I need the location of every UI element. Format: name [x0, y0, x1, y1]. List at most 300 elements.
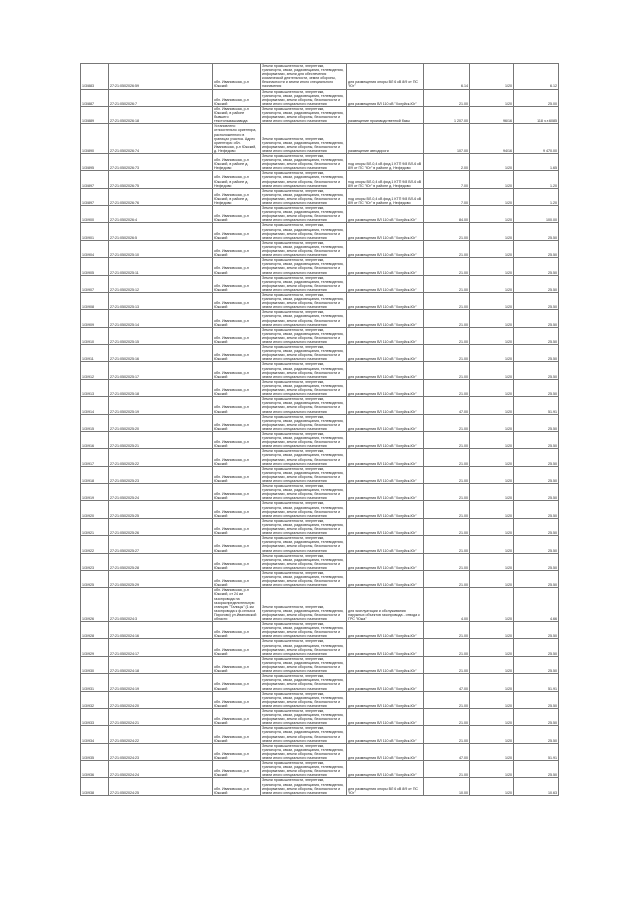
permitted-use-cell: для размещения опоры ВЛ 6 кВ 8/9 от ПС "Юг": [347, 64, 424, 90]
value-cell: 25.50: [514, 258, 559, 275]
land-category-cell: Земли промышленности, энергетики, транспорта, связи, радиовещания, телевидения, информатики, земли обороны, безопасности и земли иного специального назначения: [261, 656, 347, 673]
address-cell: обл. Ивановская, р-н Южский: [213, 362, 261, 379]
table-row: [81, 362, 559, 379]
permitted-use-cell: для размещения ВЛ 110 кВ "Холуйск-Юг": [347, 708, 424, 725]
cadastral-number-cell: 27:21:0502026:59: [109, 64, 213, 90]
area-cell: 7.00: [424, 171, 470, 188]
value-cell: 25.50: [514, 292, 559, 309]
area-cell: 1 207.00: [424, 106, 470, 123]
share-cell: 1/20: [470, 778, 514, 795]
cadastral-number-cell: 27:21:0502026:75: [109, 171, 213, 188]
address-cell: обл. Ивановская, р-н Южский: [213, 292, 261, 309]
permitted-use-cell: для размещения ВЛ 110 кВ "Холуйск-Юг": [347, 89, 424, 106]
table-row: [81, 379, 559, 396]
table-row: [81, 674, 559, 691]
share-cell: 1/20: [470, 622, 514, 639]
value-cell: 25.50: [514, 223, 559, 240]
land-category-cell: Земли промышленности, энергетики, транспорта, связи, радиовещания, телевидения, информатики, земли обороны, безопасности и земли иного специального назначения: [261, 292, 347, 309]
value-cell: 25.50: [514, 708, 559, 725]
share-cell: 1/20: [470, 89, 514, 106]
cadastral-number-cell: 27:21:0502025:12: [109, 275, 213, 292]
record-number-cell: 1/3/905: [81, 258, 109, 275]
permitted-use-cell: для размещения ВЛ 110 кВ "Холуйск-Юг": [347, 484, 424, 501]
permitted-use-cell: под опоры ВЛ-0,4 кВ фид.1 КТП 9/8 ВЛ-6 кВ 8/9 от ПС "Юг" в районе д. Нефедово: [347, 188, 424, 205]
area-cell: 21.00: [424, 89, 470, 106]
cadastral-number-cell: 27:21:0502024:22: [109, 726, 213, 743]
table-row: [81, 64, 559, 90]
address-cell: обл. Ивановская, р-н Южский: [213, 484, 261, 501]
value-cell: 25.50: [514, 553, 559, 570]
area-cell: 21.00: [424, 292, 470, 309]
table-row: [81, 397, 559, 414]
cadastral-number-cell: 27:21:0502026:74: [109, 124, 213, 154]
value-cell: 1.65: [514, 153, 559, 170]
permitted-use-cell: для размещения ВЛ 110 кВ "Холуйск-Юг": [347, 761, 424, 778]
value-cell: 25.50: [514, 345, 559, 362]
address-cell: обл. Ивановская, р-н Южский: [213, 431, 261, 448]
permitted-use-cell: для размещения ВЛ 110 кВ "Холуйск-Юг": [347, 258, 424, 275]
record-number-cell: 1/3/926: [81, 588, 109, 622]
share-cell: 96/16: [470, 106, 514, 123]
share-cell: 1/20: [470, 275, 514, 292]
table-row: [81, 206, 559, 223]
share-cell: 1/20: [470, 639, 514, 656]
area-cell: 4.00: [424, 588, 470, 622]
land-category-cell: Земли промышленности, энергетики, транспорта, связи, радиовещания, телевидения, информатики, земли обороны, безопасности и земли иного специального назначения: [261, 761, 347, 778]
record-number-cell: 1/3/895: [81, 153, 109, 170]
share-cell: 1/20: [470, 656, 514, 673]
area-cell: 21.00: [424, 327, 470, 344]
land-category-cell: Земли промышленности, энергетики, транспорта, связи, радиовещания, телевидения, информатики, земли обороны, безопасности и земли иного специального назначения: [261, 188, 347, 205]
area-cell: 21.00: [424, 536, 470, 553]
land-category-cell: Земли промышленности, энергетики, транспорта, связи, радиовещания, телевидения, информатики, земли обороны, безопасности и земли иного специального назначения: [261, 622, 347, 639]
cadastral-number-cell: 27:21:0502024:21: [109, 708, 213, 725]
land-category-cell: Земли промышленности, энергетики, транспорта, связи, радиовещания, телевидения, информатики, земли обороны, безопасности и земли иного специального назначения: [261, 553, 347, 570]
record-number-cell: 1/3/930: [81, 656, 109, 673]
table-row: [81, 484, 559, 501]
area-cell: 47.00: [424, 397, 470, 414]
land-category-cell: Земли промышленности, энергетики, транспорта, связи, радиовещания, телевидения, информатики, земли обороны, безопасности и земли иного специального назначения: [261, 223, 347, 240]
area-cell: 7.00: [424, 188, 470, 205]
value-cell: 25.50: [514, 275, 559, 292]
cadastral-number-cell: 27:21:0502025:28: [109, 553, 213, 570]
area-cell: 21.00: [424, 726, 470, 743]
land-category-cell: Земли промышленности, энергетики, транспорта, связи, радиовещания, телевидения, информатики, земли обороны, безопасности и земли иного специального назначения: [261, 153, 347, 170]
area-cell: 21.00: [424, 258, 470, 275]
permitted-use-cell: для размещения ВЛ 110 кВ "Холуйск-Юг": [347, 449, 424, 466]
land-category-cell: Земли промышленности, энергетики, транспорта, связи, радиовещания, телевидения, информатики, земли обороны, безопасности и земли иного специального назначения: [261, 708, 347, 725]
table-row: [81, 153, 559, 170]
area-cell: 21.00: [424, 240, 470, 257]
permitted-use-cell: для размещения ВЛ 110 кВ "Холуйск-Юг": [347, 656, 424, 673]
record-number-cell: 1/3/913: [81, 379, 109, 396]
table-row: [81, 553, 559, 570]
record-number-cell: 1/3/921: [81, 518, 109, 535]
permitted-use-cell: для размещения ВЛ 110 кВ "Холуйск-Юг": [347, 310, 424, 327]
land-category-cell: Земли промышленности, энергетики, транспорта, связи, радиовещания, телевидения, информатики, земли обороны, безопасности и земли иного специального назначения: [261, 327, 347, 344]
permitted-use-cell: для размещения ВЛ 110 кВ "Холуйск-Юг": [347, 292, 424, 309]
table-row: [81, 743, 559, 760]
share-cell: 94/16: [470, 124, 514, 154]
land-category-cell: Земли промышленности, энергетики, транспорта, связи, радиовещания, телевидения, информатики, земли обороны, безопасности и земли иного специального назначения: [261, 743, 347, 760]
record-number-cell: 1/3/914: [81, 397, 109, 414]
cadastral-number-cell: 27:21:0502025:25: [109, 501, 213, 518]
land-category-cell: Земли промышленности, энергетики, транспорта, связи, радиовещания, телевидения, информатики, земли обороны, безопасности и земли иного специального назначения: [261, 345, 347, 362]
table-row: [81, 622, 559, 639]
share-cell: 1/20: [470, 188, 514, 205]
cadastral-number-cell: 27:21:0502026:73: [109, 153, 213, 170]
record-number-cell: 1/3/919: [81, 484, 109, 501]
permitted-use-cell: для размещения ВЛ 110 кВ "Холуйск-Юг": [347, 206, 424, 223]
share-cell: 1/20: [470, 501, 514, 518]
value-cell: 25.50: [514, 431, 559, 448]
land-category-cell: Земли промышленности, энергетики, транспорта, связи, радиовещания, телевидения, информатики, земли обороны, безопасности и земли иного специального назначения: [261, 106, 347, 123]
share-cell: 1/20: [470, 345, 514, 362]
address-cell: обл. Ивановская, р-н Южский: [213, 258, 261, 275]
value-cell: 25.50: [514, 362, 559, 379]
cadastral-number-cell: 27:21:0502024:19: [109, 674, 213, 691]
permitted-use-cell: для размещения ВЛ 110 кВ "Холуйск-Юг": [347, 536, 424, 553]
land-category-cell: Земли промышленности, энергетики, транспорта, связи, радиовещания, телевидения, информатики, земли обороны, безопасности и земли иного специального назначения: [261, 379, 347, 396]
table-row: [81, 536, 559, 553]
cadastral-number-cell: 27:21:0502024:17: [109, 639, 213, 656]
land-category-cell: Земли промышленности, энергетики, транспорта, связи, радиовещания, телевидения, информатики, земли обороны, безопасности и земли иного специального назначения: [261, 310, 347, 327]
area-cell: 21.00: [424, 761, 470, 778]
cadastral-number-cell: 27:21:0502025:10: [109, 240, 213, 257]
address-cell: обл. Ивановская, р-н Южский: [213, 275, 261, 292]
land-category-cell: Земли промышленности, энергетики, транспорта, связи, радиовещания, телевидения, информатики, земли обороны, безопасности и земли иного специального назначения: [261, 570, 347, 587]
share-cell: 1/20: [470, 553, 514, 570]
table-row: [81, 327, 559, 344]
permitted-use-cell: для размещения ВЛ 110 кВ "Холуйск-Юг": [347, 691, 424, 708]
address-cell: обл. Ивановская, р-н Южский: [213, 501, 261, 518]
permitted-use-cell: для размещения ВЛ 110 кВ "Холуйск-Юг": [347, 362, 424, 379]
permitted-use-cell: для размещения опоры ВЛ 6 кВ 8/9 от ПС "Юг": [347, 778, 424, 795]
area-cell: 21.00: [424, 449, 470, 466]
address-cell: Установлено относительно ориентира, расположенного в границах участка. Адрес ориентира: обл. Ивановская, р-н Южский, д. Нефедово: [213, 124, 261, 154]
share-cell: 1/20: [470, 761, 514, 778]
table-row: [81, 345, 559, 362]
address-cell: обл. Ивановская, р-н Южский: [213, 743, 261, 760]
permitted-use-cell: под опоры ВЛ-0,4 кВ фид.1 КТП 9/8 ВЛ-6 кВ 8/9 от ПС "Юг" в районе д. Нефедово: [347, 171, 424, 188]
table-row: [81, 431, 559, 448]
value-cell: 25.50: [514, 726, 559, 743]
share-cell: 1/20: [470, 223, 514, 240]
share-cell: 1/20: [470, 449, 514, 466]
table-row: [81, 708, 559, 725]
table-row: [81, 275, 559, 292]
cadastral-number-cell: 27:21:0502024:3: [109, 588, 213, 622]
record-number-cell: 1/3/900: [81, 206, 109, 223]
cadastral-number-cell: 27:21:0502026:4: [109, 206, 213, 223]
table-row: [81, 124, 559, 154]
address-cell: обл. Ивановская, р-н Южский: [213, 708, 261, 725]
record-number-cell: 1/3/931: [81, 674, 109, 691]
area-cell: 21.00: [424, 310, 470, 327]
record-number-cell: 1/3/936: [81, 761, 109, 778]
permitted-use-cell: для размещения ВЛ 110 кВ "Холуйск-Юг": [347, 570, 424, 587]
land-category-cell: Земли промышленности, энергетики, транспорта, связи, радиовещания, телевидения, информатики, земли обороны, безопасности и земли иного специального назначения: [261, 501, 347, 518]
cadastral-number-cell: 27:21:0502025:13: [109, 292, 213, 309]
table-row: [81, 726, 559, 743]
table-row: [81, 761, 559, 778]
land-category-cell: Земли промышленности, энергетики, транспорта, связи, радиовещания, телевидения, информатики, земли обороны, безопасности и земли иного специального назначения: [261, 206, 347, 223]
record-number-cell: 1/3/911: [81, 345, 109, 362]
permitted-use-cell: для эксплуатации и обслуживания наружных объектов газопровода - отвода к ГРС "Южа": [347, 588, 424, 622]
cadastral-number-cell: 27:21:0502025:23: [109, 466, 213, 483]
table-row: [81, 171, 559, 188]
value-cell: 25.50: [514, 639, 559, 656]
permitted-use-cell: для размещения ВЛ 110 кВ "Холуйск-Юг": [347, 223, 424, 240]
value-cell: 10.63: [514, 778, 559, 795]
land-category-cell: Земли промышленности, энергетики, транспорта, связи, радиовещания, телевидения, информатики, земли обороны, безопасности и земли иного специального назначения: [261, 275, 347, 292]
address-cell: обл. Ивановская, р-н Южский, в районе д. Нефедово: [213, 153, 261, 170]
value-cell: 25.50: [514, 691, 559, 708]
value-cell: 6.12: [514, 64, 559, 90]
table-row: [81, 570, 559, 587]
share-cell: 1/20: [470, 708, 514, 725]
table-body: [81, 64, 559, 796]
record-number-cell: 1/3/928: [81, 622, 109, 639]
address-cell: обл. Ивановская, р-н Южский: [213, 536, 261, 553]
table-row: [81, 414, 559, 431]
value-cell: 1.20: [514, 188, 559, 205]
table-row: [81, 778, 559, 795]
record-number-cell: 1/3/938: [81, 778, 109, 795]
value-cell: 25.50: [514, 501, 559, 518]
cadastral-number-cell: 27:21:0502025:29: [109, 570, 213, 587]
share-cell: 1/20: [470, 570, 514, 587]
land-category-cell: Земли промышленности, энергетики, транспорта, связи, радиовещания, телевидения, информатики, земли обороны, безопасности и земли иного специального назначения: [261, 362, 347, 379]
land-category-cell: Земли промышленности, энергетики, транспорта, связи, радиовещания, телевидения, информатики, земли обороны, безопасности и земли иного специального назначения: [261, 484, 347, 501]
area-cell: 47.00: [424, 674, 470, 691]
land-category-cell: Земли промышленности, энергетики, транспорта, связи, радиовещания, телевидения, информатики, земли обороны, безопасности и земли иного специального назначения: [261, 639, 347, 656]
record-number-cell: 1/3/922: [81, 536, 109, 553]
table-row: [81, 691, 559, 708]
table-row: [81, 240, 559, 257]
area-cell: 21.00: [424, 518, 470, 535]
address-cell: обл. Ивановская, р-н Южский: [213, 518, 261, 535]
cadastral-number-cell: 27:21:0502024:18: [109, 656, 213, 673]
record-number-cell: 1/3/887: [81, 89, 109, 106]
land-category-cell: Земли промышленности, энергетики, транспорта, связи, радиовещания, телевидения, информатики, земли обороны, безопасности и земли иного специального назначения: [261, 89, 347, 106]
area-cell: 21.00: [424, 379, 470, 396]
permitted-use-cell: для размещения ВЛ 110 кВ "Холуйск-Юг": [347, 345, 424, 362]
share-cell: 1/20: [470, 518, 514, 535]
value-cell: 9 470.00: [514, 124, 559, 154]
land-category-cell: Земли промышленности, энергетики, транспорта, связи, радиовещания, телевидения, информатики, земли обороны, безопасности и земли иного специального назначения: [261, 414, 347, 431]
area-cell: 21.00: [424, 223, 470, 240]
record-number-cell: 1/3/915: [81, 414, 109, 431]
cadastral-number-cell: 27:21:0502025:11: [109, 258, 213, 275]
share-cell: 1/20: [470, 153, 514, 170]
table-row: [81, 588, 559, 622]
record-number-cell: 1/3/904: [81, 240, 109, 257]
area-cell: 21.00: [424, 275, 470, 292]
value-cell: 25.50: [514, 761, 559, 778]
land-category-cell: Земли промышленности, энергетики, транспорта, связи, радиовещания, телевидения, информатики, земли обороны, безопасности и земли иного специального назначения: [261, 726, 347, 743]
cadastral-number-cell: 27:21:0502024:16: [109, 622, 213, 639]
area-cell: 21.00: [424, 639, 470, 656]
address-cell: обл. Ивановская, р-н Южский, в районе д. Нефедово: [213, 188, 261, 205]
land-category-cell: Земли промышленности, энергетики, транспорта, связи, радиовещания, телевидения, информатики, земли обороны, безопасности и земли иного специального назначения: [261, 124, 347, 154]
record-number-cell: 1/3/907: [81, 275, 109, 292]
cadastral-number-cell: 27:21:0502024:20: [109, 691, 213, 708]
area-cell: 21.00: [424, 431, 470, 448]
area-cell: 2.00: [424, 153, 470, 170]
value-cell: 4.66: [514, 588, 559, 622]
cadastral-number-cell: 27:21:0502025:22: [109, 449, 213, 466]
share-cell: 1/20: [470, 726, 514, 743]
record-number-cell: 1/3/923: [81, 553, 109, 570]
area-cell: 21.00: [424, 570, 470, 587]
address-cell: обл. Ивановская, р-н Южский: [213, 466, 261, 483]
permitted-use-cell: для размещения ВЛ 110 кВ "Холуйск-Юг": [347, 397, 424, 414]
table-row: [81, 449, 559, 466]
address-cell: обл. Ивановская, р-н Южский: [213, 691, 261, 708]
land-category-cell: Земли промышленности, энергетики, транспорта, связи, радиовещания, телевидения, информатики, земли обороны, безопасности и земли иного специального назначения: [261, 466, 347, 483]
land-category-cell: Земли промышленности, энергетики, транспорта, связи, радиовещания, телевидения, информатики, земли обороны, безопасности и земли иного специального назначения: [261, 691, 347, 708]
value-cell: 25.50: [514, 466, 559, 483]
land-category-cell: Земли промышленности, энергетики, транспорта, связи, радиовещания, телевидения, информатики, земли обороны, безопасности и земли иного специального назначения: [261, 449, 347, 466]
record-number-cell: 1/3/918: [81, 466, 109, 483]
permitted-use-cell: для размещения ВЛ 110 кВ "Холуйск-Юг": [347, 379, 424, 396]
share-cell: 1/20: [470, 484, 514, 501]
permitted-use-cell: для размещения ВЛ 110 кВ "Холуйск-Юг": [347, 726, 424, 743]
area-cell: 21.00: [424, 656, 470, 673]
address-cell: обл. Ивановская, р-н Южский: [213, 223, 261, 240]
record-number-cell: 1/3/933: [81, 708, 109, 725]
cadastral-number-cell: 27:21:0502026:7: [109, 89, 213, 106]
address-cell: обл. Ивановская, р-н Южский: [213, 761, 261, 778]
address-cell: обл. Ивановская, р-н Южский: [213, 778, 261, 795]
area-cell: 21.00: [424, 501, 470, 518]
record-number-cell: 1/3/935: [81, 743, 109, 760]
area-cell: 47.00: [424, 743, 470, 760]
cadastral-number-cell: 27:21:0502024:25: [109, 778, 213, 795]
cadastral-number-cell: 27:21:0502025:19: [109, 397, 213, 414]
value-cell: 25.50: [514, 310, 559, 327]
share-cell: 1/20: [470, 379, 514, 396]
value-cell: 25.50: [514, 327, 559, 344]
record-number-cell: 1/3/908: [81, 292, 109, 309]
share-cell: 1/20: [470, 171, 514, 188]
value-cell: 51.91: [514, 397, 559, 414]
cadastral-number-cell: 27:21:0502025:16: [109, 345, 213, 362]
record-number-cell: 1/3/929: [81, 639, 109, 656]
permitted-use-cell: для размещения ВЛ 110 кВ "Холуйск-Юг": [347, 674, 424, 691]
area-cell: 10.00: [424, 778, 470, 795]
share-cell: 1/20: [470, 743, 514, 760]
value-cell: 25.50: [514, 484, 559, 501]
record-number-cell: 1/3/917: [81, 449, 109, 466]
address-cell: обл. Ивановская, р-н Южский: [213, 622, 261, 639]
share-cell: 1/20: [470, 588, 514, 622]
record-number-cell: 1/3/883: [81, 64, 109, 90]
table-row: [81, 89, 559, 106]
table-row: [81, 466, 559, 483]
permitted-use-cell: для размещения ВЛ 110 кВ "Холуйск-Юг": [347, 622, 424, 639]
share-cell: 1/20: [470, 674, 514, 691]
share-cell: 1/20: [470, 206, 514, 223]
cadastral-number-cell: 27:21:0502025:14: [109, 310, 213, 327]
table-row: [81, 310, 559, 327]
share-cell: 1/20: [470, 327, 514, 344]
address-cell: обл. Ивановская, р-н Южский: [213, 327, 261, 344]
record-number-cell: 1/3/901: [81, 223, 109, 240]
permitted-use-cell: под опоры ВЛ-0,4 кВ фид.1 КТП 9/8 ВЛ-6 кВ 8/9 от ПС "Юг" в районе д. Нефедово: [347, 153, 424, 170]
share-cell: 1/20: [470, 64, 514, 90]
value-cell: 100.00: [514, 206, 559, 223]
value-cell: 25.50: [514, 570, 559, 587]
record-number-cell: 1/3/909: [81, 310, 109, 327]
cadastral-number-cell: 27:21:0502025:15: [109, 327, 213, 344]
permitted-use-cell: для размещения ВЛ 110 кВ "Холуйск-Юг": [347, 240, 424, 257]
permitted-use-cell: для размещения ВЛ 110 кВ "Холуйск-Юг": [347, 743, 424, 760]
table-row: [81, 292, 559, 309]
value-cell: 25.00: [514, 89, 559, 106]
cadastral-number-cell: 27:21:0502025:27: [109, 536, 213, 553]
address-cell: обл. Ивановская, р-н Южский: [213, 674, 261, 691]
cadastral-number-cell: 27:21:0502025:20: [109, 414, 213, 431]
area-cell: 107.00: [424, 124, 470, 154]
share-cell: 1/20: [470, 310, 514, 327]
land-category-cell: Земли промышленности, энергетики, транспорта, связи, радиовещания, телевидения, информатики, земли обороны, безопасности и земли иного специального назначения: [261, 240, 347, 257]
record-number-cell: 1/3/890: [81, 124, 109, 154]
address-cell: обл. Ивановская, р-н Южский: [213, 414, 261, 431]
permitted-use-cell: размещение автодороги: [347, 124, 424, 154]
share-cell: 1/20: [470, 258, 514, 275]
land-category-cell: Земли промышленности, энергетики, транспорта, связи, радиовещания, телевидения, информатики, земли обороны, безопасности и земли иного специального назначения: [261, 397, 347, 414]
value-cell: 51.91: [514, 743, 559, 760]
table-row: [81, 639, 559, 656]
record-number-cell: 1/3/920: [81, 501, 109, 518]
permitted-use-cell: для размещения ВЛ 110 кВ "Холуйск-Юг": [347, 518, 424, 535]
cadastral-number-cell: 27:21:0502025:18: [109, 379, 213, 396]
share-cell: 1/20: [470, 691, 514, 708]
cadastral-number-cell: 27:21:0502024:23: [109, 743, 213, 760]
value-cell: 25.50: [514, 622, 559, 639]
table-row: [81, 223, 559, 240]
address-cell: обл. Ивановская, р-н Южский: [213, 570, 261, 587]
cadastral-number-cell: 27:21:0502026:5: [109, 223, 213, 240]
land-category-cell: Земли промышленности, энергетики, транспорта, связи, радиовещания, телевидения, информатики, земли для обеспечения космической деятельности, земли обороны, безопасности и земли иного специального назначения: [261, 64, 347, 90]
address-cell: обл. Ивановская, р-н Южский, от 24 км газопровода на газораспределительную станцию "Талицы" (1 км газопровода к ф.сельхоз Пирогово) ул.Ивановской области: [213, 588, 261, 622]
share-cell: 1/20: [470, 431, 514, 448]
record-number-cell: 1/3/925: [81, 570, 109, 587]
table-row: [81, 501, 559, 518]
value-cell: 1.20: [514, 171, 559, 188]
area-cell: 6.14: [424, 64, 470, 90]
cadastral-number-cell: 27:21:0502025:17: [109, 362, 213, 379]
share-cell: 1/20: [470, 397, 514, 414]
share-cell: 1/20: [470, 414, 514, 431]
share-cell: 1/20: [470, 466, 514, 483]
record-number-cell: 1/3/934: [81, 726, 109, 743]
address-cell: обл. Ивановская, р-н Южский: [213, 64, 261, 90]
address-cell: обл. Ивановская, р-н Южский: [213, 240, 261, 257]
table-row: [81, 258, 559, 275]
value-cell: 25.50: [514, 518, 559, 535]
value-cell: 25.50: [514, 656, 559, 673]
permitted-use-cell: для размещения ВЛ 110 кВ "Холуйск-Юг": [347, 414, 424, 431]
land-category-cell: Земли промышленности, энергетики, транспорта, связи, радиовещания, телевидения, информатики, земли обороны, безопасности и земли иного специального назначения: [261, 518, 347, 535]
record-number-cell: 1/3/916: [81, 431, 109, 448]
area-cell: 21.00: [424, 484, 470, 501]
record-number-cell: 1/3/897: [81, 188, 109, 205]
record-number-cell: 1/3/889: [81, 106, 109, 123]
address-cell: обл. Ивановская, р-н Южский, в районе д. Нефедово: [213, 171, 261, 188]
